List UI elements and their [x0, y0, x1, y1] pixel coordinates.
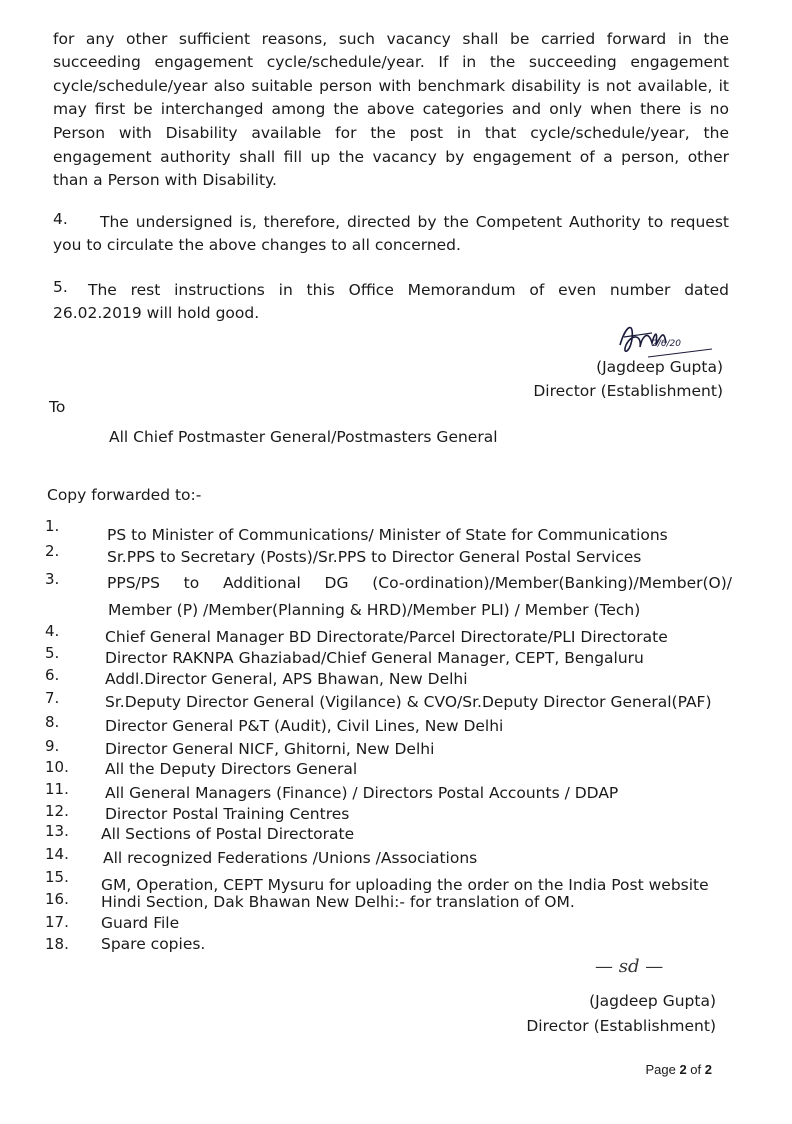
- paragraph-line: The undersigned is, therefore, directed by the Competent Authority to request: [100, 213, 729, 231]
- item-text: Director Postal Training Centres: [105, 805, 350, 823]
- item-number: 1.: [45, 517, 60, 535]
- page-total: 2: [704, 1062, 712, 1077]
- item-number: 3.: [45, 570, 60, 588]
- item-text: All Sections of Postal Directorate: [101, 825, 355, 843]
- paragraph-line: for any other sufficient reasons, such vacancy shall be carried forward in the: [53, 30, 729, 48]
- copy-forwarded-label: Copy forwarded to:-: [47, 486, 202, 504]
- item-number: 8.: [45, 713, 60, 731]
- item-text: All General Managers (Finance) / Directors Postal Accounts / DDAP: [105, 784, 619, 802]
- item-text: Director General P&T (Audit), Civil Lines, New Delhi: [105, 717, 504, 735]
- item-number: 12.: [45, 802, 69, 820]
- item-number: 6.: [45, 666, 60, 684]
- paragraph-line: engagement authority shall fill up the vacancy by engagement of a person, other: [53, 148, 729, 166]
- item-number: 5.: [45, 644, 60, 662]
- item-text: Director RAKNPA Ghaziabad/Chief General Manager, CEPT, Bengaluru: [105, 649, 644, 667]
- paragraph-line: succeeding engagement cycle/schedule/year. If in the succeeding engagement: [53, 53, 729, 71]
- item-number: 4.: [45, 622, 60, 640]
- item-number: 9.: [45, 737, 60, 755]
- item-number: 2.: [45, 542, 60, 560]
- item-number: 18.: [45, 935, 69, 953]
- page-number: [645, 1062, 712, 1077]
- item-text: Hindi Section, Dak Bhawan New Delhi:- for translation of OM.: [101, 893, 575, 911]
- signatory-name: (Jagdeep Gupta): [596, 358, 723, 376]
- paragraph-line: may first be interchanged among the above categories and only when there is no: [53, 100, 729, 118]
- paragraph-line: The rest instructions in this Office Memorandum of even number dated: [88, 281, 729, 299]
- signatory-name: (Jagdeep Gupta): [589, 992, 716, 1010]
- sd-mark: — sd —: [595, 956, 664, 977]
- paragraph-line: cycle/schedule/year also suitable person with benchmark disability is not available, it: [53, 77, 729, 95]
- item-text: Guard File: [101, 914, 180, 932]
- paragraph-line: Person with Disability available for the post in that cycle/schedule/year, the: [53, 124, 729, 142]
- page-of: of: [690, 1062, 702, 1077]
- item-number: 10.: [45, 758, 69, 776]
- paragraph-line: 26.02.2019 will hold good.: [53, 304, 260, 322]
- item-number: 14.: [45, 845, 69, 863]
- paragraph-line: than a Person with Disability.: [53, 171, 277, 189]
- signature-date: 2/6/20: [652, 339, 681, 349]
- item-text: PPS/PS to Additional DG (Co-ordination)/Member(Banking)/Member(O)/: [107, 574, 732, 592]
- to-label: To: [49, 398, 66, 416]
- item-text: All the Deputy Directors General: [105, 760, 358, 778]
- item-number: 16.: [45, 890, 69, 908]
- signatory-designation: Director (Establishment): [533, 382, 723, 400]
- item-number: 7.: [45, 689, 60, 707]
- item-text: Spare copies.: [101, 935, 206, 953]
- item-text: GM, Operation, CEPT Mysuru for uploading the order on the India Post website: [101, 876, 709, 894]
- paragraph-line: you to circulate the above changes to all concerned.: [53, 236, 461, 254]
- to-recipient: All Chief Postmaster General/Postmasters General: [109, 428, 498, 446]
- item-text: Addl.Director General, APS Bhawan, New Delhi: [105, 670, 468, 688]
- item-text: Chief General Manager BD Directorate/Parcel Directorate/PLI Directorate: [105, 628, 668, 646]
- item-text: Sr.Deputy Director General (Vigilance) & CVO/Sr.Deputy Director General(PAF): [105, 693, 712, 711]
- paragraph-number: 4.: [53, 210, 68, 228]
- item-text: Director General NICF, Ghitorni, New Delhi: [105, 740, 435, 758]
- item-number: 15.: [45, 868, 69, 886]
- item-text: PS to Minister of Communications/ Minister of State for Communications: [107, 526, 668, 544]
- item-number: 11.: [45, 780, 69, 798]
- paragraph-number: 5.: [53, 278, 68, 296]
- item-number: 13.: [45, 822, 69, 840]
- item-text-continued: Member (P) /Member(Planning & HRD)/Member PLI) / Member (Tech): [108, 601, 641, 619]
- item-text: Sr.PPS to Secretary (Posts)/Sr.PPS to Director General Postal Services: [107, 548, 642, 566]
- item-text: All recognized Federations /Unions /Associations: [103, 849, 478, 867]
- page-prefix: Page: [645, 1062, 676, 1077]
- item-number: 17.: [45, 913, 69, 931]
- page-current: 2: [679, 1062, 687, 1077]
- signatory-designation: Director (Establishment): [526, 1017, 716, 1035]
